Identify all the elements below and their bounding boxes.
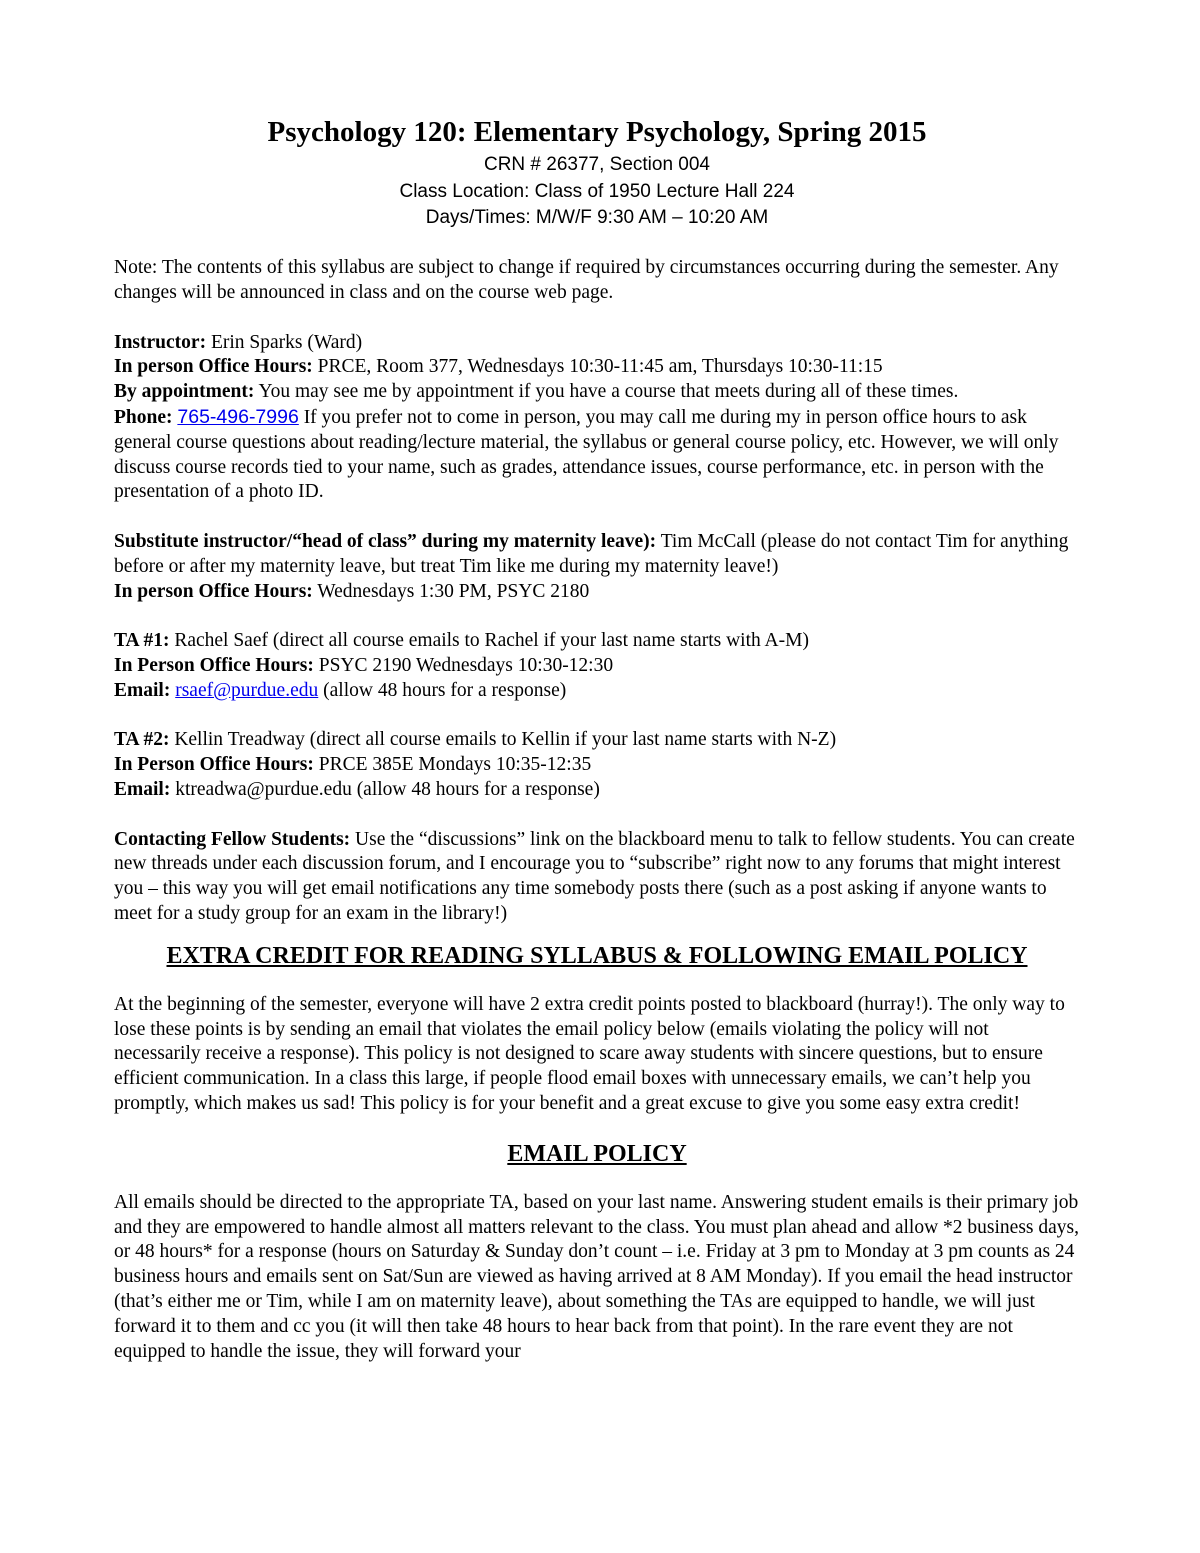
- ta2-line: [114, 728, 1080, 753]
- ta2-hours-label: In Person Office Hours:: [114, 754, 314, 776]
- ta2-email-line: [114, 778, 1080, 803]
- email-policy-heading: EMAIL POLICY: [507, 1140, 687, 1167]
- instructor-line: [114, 331, 1080, 356]
- spacer: [114, 803, 1080, 828]
- ta2-section: [114, 728, 1080, 802]
- ta1-section: [114, 629, 1080, 703]
- substitute-label: Substitute instructor/“head of class” during my maternity leave):: [114, 531, 657, 553]
- ta2-hours: PRCE 385E Mondays 10:35-12:35: [313, 754, 592, 776]
- contacting-text: Use the “discussions” link on the blackboard menu to talk to fellow students. You can create new threads under each discussion forum, and I encourage you to “subscribe” right now to any forums that might interest you – this way you will get email notifications any time somebody posts there (such as a post asking if anyone wants to meet for a study group for an exam in the library!): [114, 828, 1075, 925]
- page-title: Psychology 120: Elementary Psychology, Spring 2015: [267, 116, 927, 148]
- phone-paragraph: [114, 405, 1080, 505]
- instructor-label: Instructor:: [114, 331, 207, 353]
- instructor-section: [114, 331, 1080, 506]
- ta1-hours-label: In Person Office Hours:: [114, 655, 314, 677]
- contacting-label: Contacting Fellow Students:: [114, 828, 351, 850]
- spacer: [114, 1117, 1080, 1139]
- appointment-text: You may see me by appointment if you have a course that meets during all of these times.: [254, 381, 959, 403]
- instructor-name: Erin Sparks (Ward): [206, 331, 363, 353]
- ta2-text: Kellin Treadway (direct all course emails to Kellin if your last name starts with N-Z): [169, 729, 837, 751]
- syllabus-note: Note: The contents of this syllabus are subject to change if required by circumstances occurring during the semester. Any changes will be announced in class and on the course web page.: [114, 257, 1059, 304]
- phone-text: If you prefer not to come in person, you may call me during my in person office hours to ask general course questions about reading/lecture material, the syllabus or general course policy, etc. However, we will only discuss course records tied to your name, such as grades, attendance issues, course performance, etc. in person with the presentation of a photo ID.: [114, 407, 1059, 503]
- appointment-label: By appointment:: [114, 381, 255, 403]
- substitute-hours-label: In person Office Hours:: [114, 580, 313, 602]
- spacer: [114, 604, 1080, 629]
- ta2-label: TA #2:: [114, 729, 170, 751]
- spacer: [114, 927, 1080, 941]
- substitute-paragraph: [114, 530, 1080, 580]
- syllabus-page: [114, 114, 1080, 1364]
- ta2-email-text: ktreadwa@purdue.edu (allow 48 hours for a response): [170, 779, 600, 801]
- ta1-label: TA #1:: [114, 630, 170, 652]
- spacer: [114, 232, 1080, 257]
- ta1-email-label: Email:: [114, 679, 171, 701]
- appointment-line: [114, 380, 1080, 405]
- ta2-hours-line: [114, 753, 1080, 778]
- ta2-email-label: Email:: [114, 779, 171, 801]
- phone-label: Phone:: [114, 407, 173, 429]
- email-policy-paragraph: All emails should be directed to the appropriate TA, based on your last name. Answering student emails is their primary job and they are empowered to handle almost all matters relevant to the class. You must plan ahead and allow *2 business days, or 48 hours* for a response (hours on Saturday & Sunday don’t count – i.e. Friday at 3 pm to Monday at 3 pm counts as 24 business hours and emails sent on Sat/Sun are viewed as having arrived at 8 AM Monday). If you email the head instructor (that’s either me or Tim, while I am on maternity leave), about something the TAs are equipped to handle, we will just forward it to them and cc you (it will then take 48 hours to hear back from that point). In the rare event they are not equipped to handle the issue, they will forward your: [114, 1191, 1080, 1362]
- ta1-hours: PSYC 2190 Wednesdays 10:30-12:30: [313, 655, 614, 677]
- spacer: [114, 971, 1080, 993]
- substitute-text: Tim McCall (please do not contact Tim for anything before or after my maternity leave, but treat Tim like me during my maternity leave!): [114, 531, 1069, 577]
- ta1-text: Rachel Saef (direct all course emails to Rachel if your last name starts with A-M): [169, 630, 809, 652]
- ta1-hours-line: [114, 654, 1080, 679]
- contacting-paragraph: [114, 828, 1080, 927]
- instructor-hours-label: In person Office Hours:: [114, 356, 313, 378]
- substitute-section: [114, 530, 1080, 604]
- phone-link[interactable]: 765-496-7996: [177, 406, 299, 429]
- extra-credit-paragraph: At the beginning of the semester, everyone will have 2 extra credit points posted to blackboard (hurray!). The only way to lose these points is by sending an email that violates the email policy below (emails violating the policy will not necessarily receive a response). This policy is not designed to scare away students with sincere questions, but to ensure efficient communication. In a class this large, if people flood email boxes with unnecessary emails, we can’t help you promptly, which makes us sad! This policy is for your benefit and a great excuse to give you some easy extra credit!: [114, 993, 1065, 1114]
- spacer: [114, 704, 1080, 729]
- substitute-hours-line: [114, 580, 1080, 605]
- ta1-email-note: (allow 48 hours for a response): [318, 679, 567, 701]
- spacer: [114, 505, 1080, 530]
- extra-credit-heading: EXTRA CREDIT FOR READING SYLLABUS & FOLLOWING EMAIL POLICY: [166, 942, 1028, 969]
- ta1-line: [114, 629, 1080, 654]
- instructor-hours-line: [114, 355, 1080, 380]
- spacer: [114, 1169, 1080, 1191]
- days-times-line: Days/Times: M/W/F 9:30 AM – 10:20 AM: [425, 207, 769, 228]
- crn-line: CRN # 26377, Section 004: [483, 154, 711, 175]
- instructor-hours: PRCE, Room 377, Wednesdays 10:30-11:45 am, Thursdays 10:30-11:15: [312, 356, 883, 378]
- location-line: Class Location: Class of 1950 Lecture Hall 224: [399, 180, 795, 202]
- ta1-email-link[interactable]: rsaef@purdue.edu: [175, 679, 319, 701]
- substitute-hours: Wednesdays 1:30 PM, PSYC 2180: [312, 580, 590, 602]
- spacer: [114, 306, 1080, 331]
- ta1-email-line: [114, 679, 1080, 704]
